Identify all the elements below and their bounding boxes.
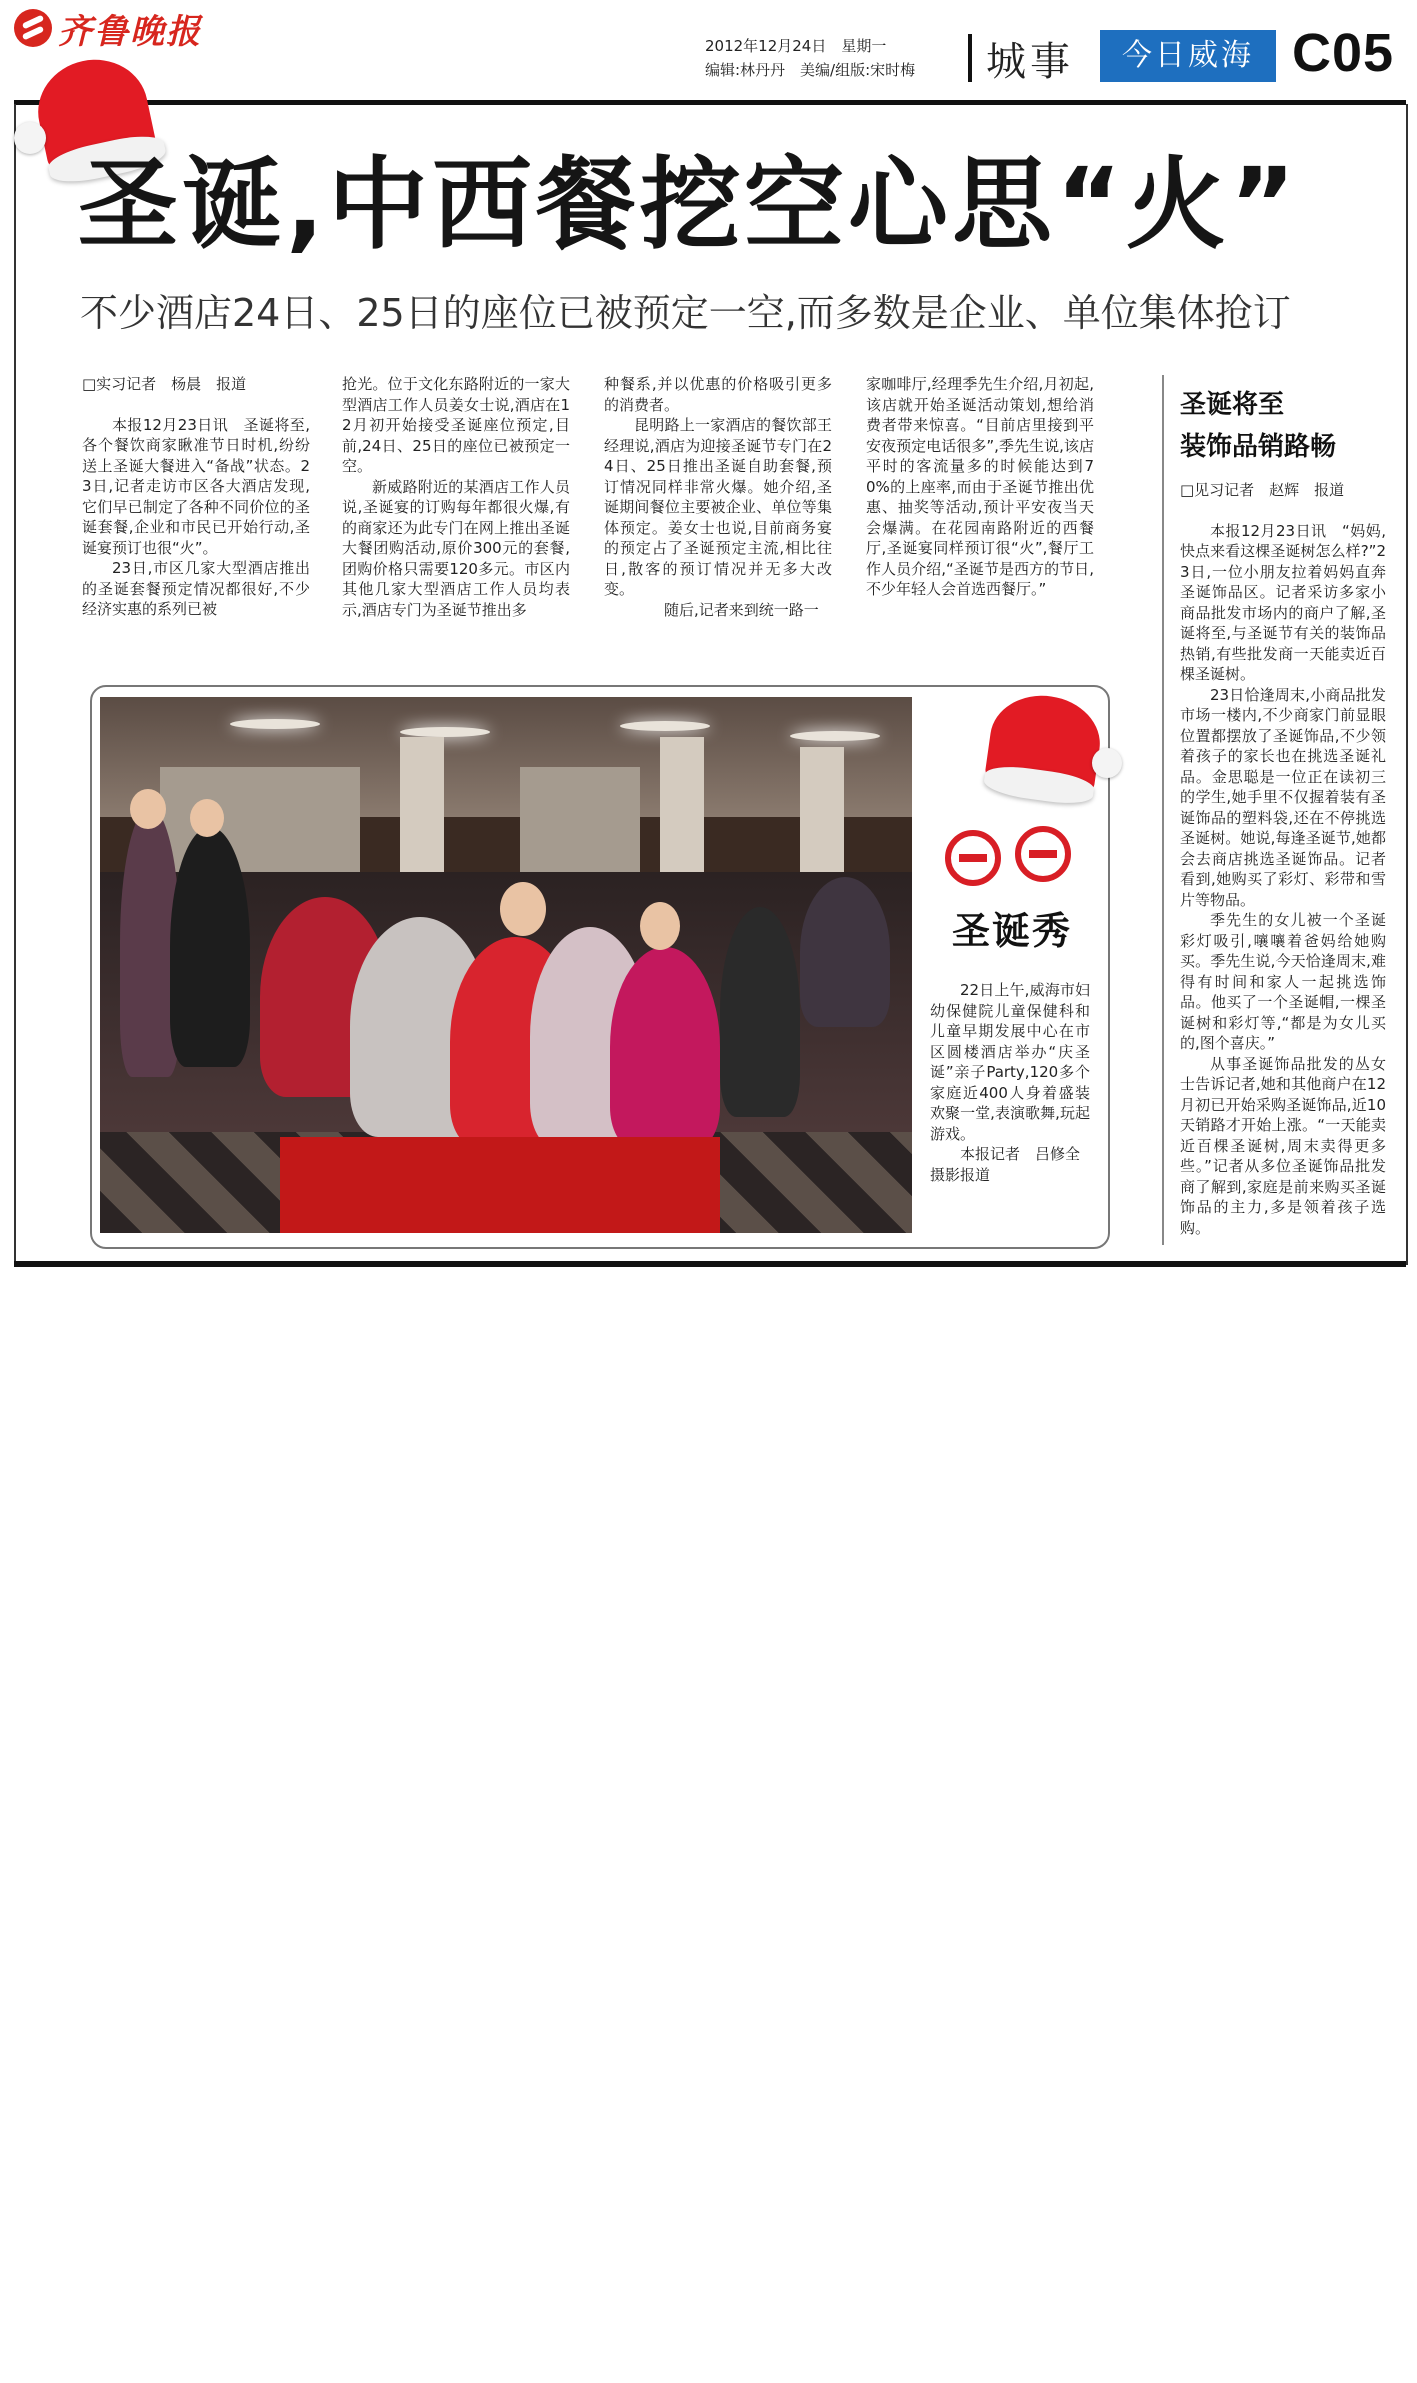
paragraph: 抢光。位于文化东路附近的一家大型酒店工作人员姜女士说,酒店在12月初开始接受圣诞座位预定,目前,24日、25日的座位已被预定一空。	[342, 375, 570, 475]
article-byline: □实习记者 杨晨 报道	[82, 375, 247, 393]
sidebar-byline: □见习记者 赵辉 报道	[1180, 481, 1345, 499]
paragraph: 季先生的女儿被一个圣诞彩灯吸引,嚷嚷着爸妈给她购买。季先生说,今天恰逢周末,难得有时间和家人一起挑选饰品。他买了一个圣诞帽,一棵圣诞树和彩灯等,“都是为女儿买的,图个喜庆。”	[1180, 911, 1386, 1052]
christmas-emblem-icon	[945, 830, 1085, 890]
caption-text: 22日上午,威海市妇幼保健院儿童保健科和儿童早期发展中心在市区圆楼酒店举办“庆圣诞”亲子Party,120多个家庭近400人身着盛装欢聚一堂,表演歌舞,玩起游戏。	[930, 981, 1090, 1143]
paragraph: 随后,记者来到统一路一	[664, 600, 819, 619]
editors-line: 编辑:林丹丹 美编/组版:宋时梅	[705, 61, 916, 79]
newspaper-logo	[14, 6, 202, 50]
paragraph: 从事圣诞饰品批发的丛女士告诉记者,她和其他商户在12月初已开始采购圣诞饰品,近10天销路才开始上涨。“一天能卖近百棵圣诞树,周末卖得更多些。”记者从多位圣诞饰品批发商了解到,家庭是前来购买圣诞饰品的主力,多是领着孩子选购。	[1180, 1054, 1386, 1237]
masthead	[0, 0, 1417, 100]
article-column-3	[604, 374, 832, 620]
photo-module-title: 圣诞秀	[952, 909, 1073, 953]
logo-emblem-icon	[14, 9, 52, 47]
photo-caption	[930, 980, 1090, 1185]
sidebar-title-line1: 圣诞将至	[1180, 390, 1285, 420]
article-column-4	[866, 374, 1094, 600]
paragraph: 新威路附近的某酒店工作人员说,圣诞宴的订购每年都很火爆,有的商家还为此专门在网上推出圣诞大餐团购活动,原价300元的套餐,团购价格只需要120多元。市区内其他几家大型酒店工作人员均表示,酒店专门为圣诞节推出多	[342, 477, 570, 619]
logo-text: 齐鲁晚报	[58, 11, 202, 52]
article-column-2	[342, 374, 570, 620]
photo-credit-type: 摄影报道	[930, 1165, 991, 1184]
masthead-divider	[968, 34, 972, 82]
sidebar-divider	[1162, 375, 1164, 1245]
section-name: 城事	[986, 39, 1074, 85]
paragraph: 23日恰逢周末,小商品批发市场一楼内,不少商家门前显眼位置都摆放了圣诞饰品,不少领着孩子的家长也在挑选圣诞礼品。金思聪是一位正在读初三的学生,她手里不仅握着装有圣诞饰品的塑料袋,还在不停挑选圣诞树。她说,每逢圣诞节,她都会去商店挑选圣诞饰品。记者看到,她购买了彩灯、彩带和雪片等物品。	[1180, 685, 1386, 909]
region-badge: 今日威海	[1100, 30, 1276, 82]
article-column-1	[82, 374, 310, 620]
paragraph: 家咖啡厅,经理季先生介绍,月初起,该店就开始圣诞活动策划,想给消费者带来惊喜。“目前店里接到平安夜预定电话很多”,季先生说,该店平时的客流量多的时候能达到70%的上座率,而由于圣诞节推出优惠、抽奖等活动,预计平安夜当天会爆满。在花园南路附近的西餐厅,圣诞宴同样预订很“火”,餐厅工作人员介绍,“圣诞节是西方的节日,不少年轻人会首选西餐厅。”	[866, 375, 1094, 598]
party-photo	[100, 697, 912, 1233]
paragraph: 23日,市区几家大型酒店推出的圣诞套餐预定情况都很好,不少经济实惠的系列已被	[82, 559, 310, 618]
photo-credit-reporter: 本报记者 吕修全	[960, 1145, 1081, 1163]
subheadline: 不少酒店24日、25日的座位已被预定一空,而多数是企业、单位集体抢订	[80, 291, 1291, 335]
page-number: C05	[1292, 23, 1395, 83]
paragraph: 本报12月23日讯 圣诞将至,各个餐饮商家瞅准节日时机,纷纷送上圣诞大餐进入“备战”状态。23日,记者走访市区各大酒店发现,它们早已制定了各种不同价位的圣诞套餐,企业和市民已开始行动,圣诞宴预订也很“火”。	[82, 415, 310, 557]
sidebar-title-line2: 装饰品销路畅	[1180, 432, 1337, 462]
issue-date: 2012年12月24日 星期一	[705, 37, 887, 55]
paragraph: 昆明路上一家酒店的餐饮部王经理说,酒店为迎接圣诞节专门在24日、25日推出圣诞自助套餐,预订情况同样非常火爆。她介绍,圣诞期间餐位主要被企业、单位等集体预定。姜女士也说,目前商务宴的预定占了圣诞预定主流,相比往日,散客的预订情况并无多大改变。	[604, 416, 832, 598]
paragraph: 本报12月23日讯 “妈妈,快点来看这棵圣诞树怎么样?”23日,一位小朋友拉着妈妈直奔圣诞饰品区。记者采访多家小商品批发市场内的商户了解,圣诞将至,与圣诞节有关的装饰品热销,有些批发商一天能卖近百棵圣诞树。	[1180, 521, 1386, 683]
paragraph: 种餐系,并以优惠的价格吸引更多的消费者。	[604, 375, 832, 414]
headline: 圣诞,中西餐挖空心思“火”	[78, 146, 1300, 263]
bottom-rule	[14, 1261, 1406, 1267]
issue-meta	[705, 34, 955, 82]
sidebar-title	[1180, 384, 1336, 468]
sidebar-body	[1180, 480, 1386, 1238]
santa-hat-icon	[980, 690, 1130, 810]
